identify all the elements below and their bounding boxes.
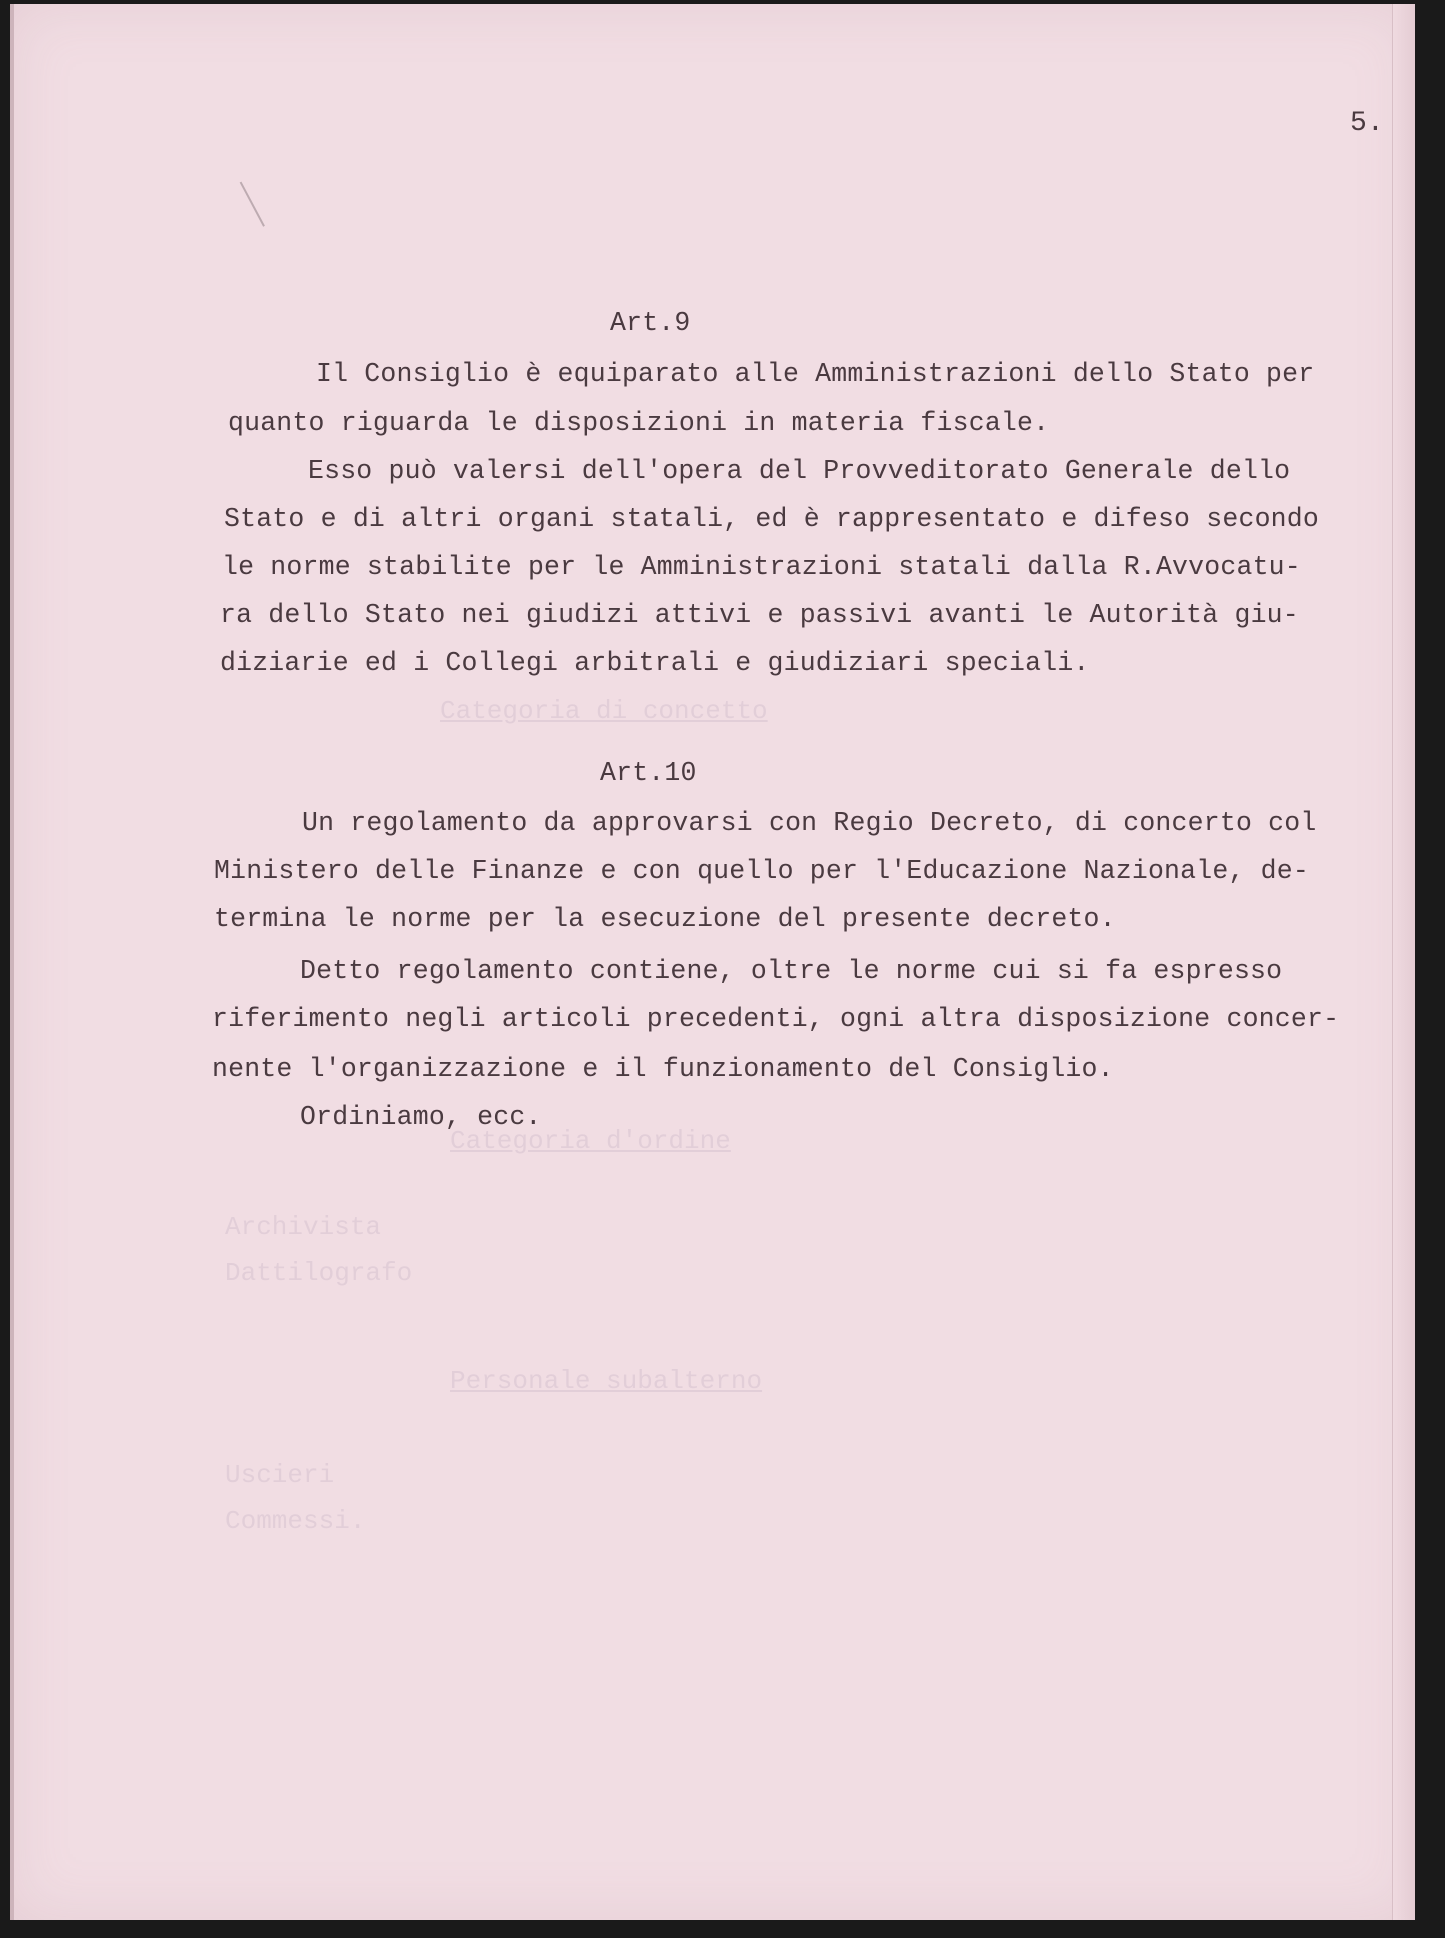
article-9-line: Esso può valersi dell'opera del Provveditorato Generale dello (308, 456, 1291, 486)
article-10-line: Detto regolamento contiene, oltre le norme cui si fa espresso (300, 956, 1283, 986)
article-10-line: Ministero delle Finanze e con quello per l'Educazione Nazionale, de- (214, 856, 1309, 886)
bleed-through-text: Categoria di concetto (440, 696, 768, 726)
article-9-line: quanto riguarda le disposizioni in materia fiscale. (228, 408, 1050, 438)
bleed-through-text: Archivista (225, 1212, 382, 1242)
pencil-mark (240, 171, 285, 226)
bleed-through-text: Commessi. (225, 1506, 366, 1536)
article-10-line: Un regolamento da approvarsi con Regio Decreto, di concerto col (302, 808, 1317, 838)
article-10-line: termina le norme per la esecuzione del presente decreto. (214, 904, 1116, 934)
page-right-edge (1392, 4, 1415, 1920)
article-9-line: diziarie ed i Collegi arbitrali e giudiziari speciali. (220, 648, 1090, 678)
bleed-through-text: Categoria d'ordine (450, 1126, 731, 1156)
article-10-line: Ordiniamo, ecc. (300, 1102, 542, 1132)
article-9-heading: Art.9 (610, 308, 691, 338)
page-left-edge (10, 4, 14, 1920)
bleed-through-text: Personale subalterno (450, 1366, 763, 1396)
bleed-through-text: Dattilografo (225, 1258, 413, 1288)
article-9-line: Stato e di altri organi statali, ed è rappresentato e difeso secondo (224, 504, 1319, 534)
article-9-line: ra dello Stato nei giudizi attivi e passivi avanti le Autorità giu- (220, 600, 1299, 630)
document-page (10, 4, 1415, 1920)
article-10-line: nente l'organizzazione e il funzionamento del Consiglio. (212, 1054, 1114, 1084)
article-10-heading: Art.10 (600, 758, 697, 788)
article-9-line: Il Consiglio è equiparato alle Amministrazioni dello Stato per (316, 359, 1315, 389)
page-number: 5. (1350, 108, 1385, 139)
bleed-through-text: Uscieri (225, 1460, 335, 1490)
article-10-line: riferimento negli articoli precedenti, ogni altra disposizione concer- (212, 1004, 1340, 1034)
article-9-line: le norme stabilite per le Amministrazioni statali dalla R.Avvocatu- (222, 552, 1301, 582)
